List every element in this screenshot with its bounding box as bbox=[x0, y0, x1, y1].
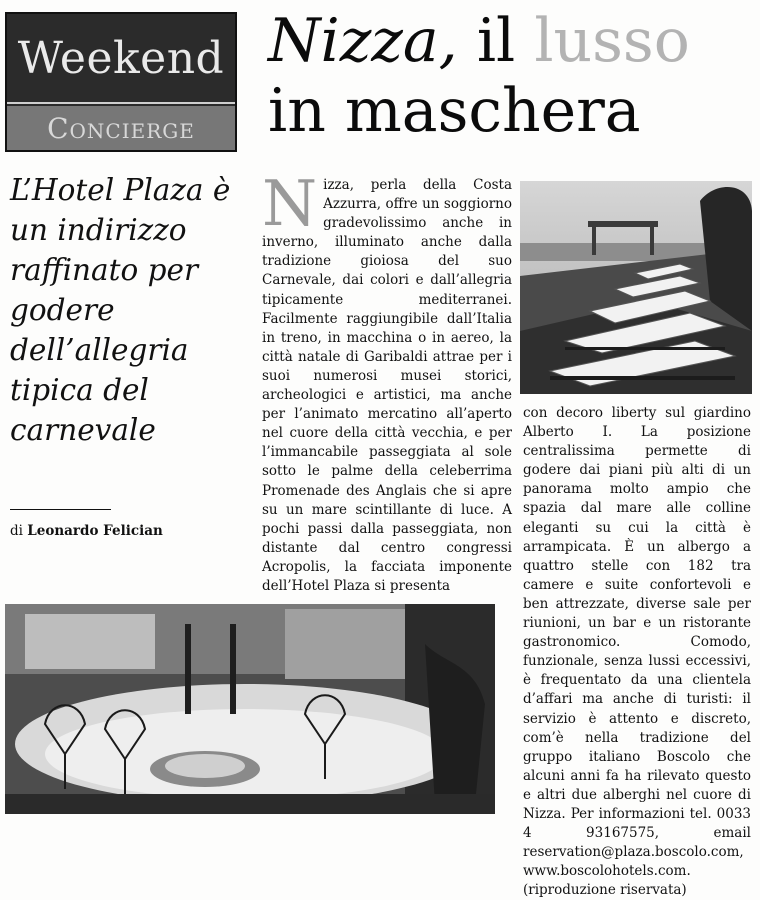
drop-cap: N bbox=[262, 167, 318, 240]
article-column-1 bbox=[262, 167, 512, 596]
masthead-divider bbox=[7, 102, 235, 104]
headline-line-2: in maschera bbox=[268, 76, 641, 146]
article-text-part-2: con decoro liberty sul giardino Alberto I. La posizione centralissima permette di godere dai piani più alti di un panorama molto ampio che spazia dal mare alle colline eleganti su cui la città è arrampicata. È un albergo a quattro stelle con 182 tra camere e suite confortevoli e ben attrezzate, diverse sale per riunioni, un bar e un ristorante gastronomico. Comodo, funzionale, senza lussi eccessivi, è frequentato da una clientela d’affari ma anche di turisti: il servizio è attento e discreto, com’è nella tradizione del gruppo italiano Boscolo che alcuni anni fa ha rilevato questo e altri due alberghi nel cuore di Nizza. Per informazioni tel. 0033 4 93167575, email reservation@plaza.boscolo.com, www.boscolohotels.com. (riproduzione riservata) bbox=[523, 405, 751, 899]
masthead-subtitle: Concierge bbox=[47, 111, 195, 145]
headline-word-nizza: Nizza, bbox=[268, 6, 458, 76]
pull-quote: L’Hotel Plaza è un indirizzo raffinato per godere dell’allegria tipica del carnevale bbox=[10, 173, 231, 447]
section-masthead bbox=[5, 12, 237, 152]
byline-rule bbox=[10, 509, 111, 510]
article-headline bbox=[268, 6, 754, 146]
byline-prefix: di bbox=[10, 523, 23, 539]
masthead-bottom bbox=[7, 106, 235, 150]
headline-word-lusso: lusso bbox=[534, 6, 690, 76]
headline-word-il: il bbox=[476, 6, 516, 76]
article-text-part-1 bbox=[262, 167, 512, 596]
restaurant-interior-photo bbox=[5, 604, 495, 814]
article-column-2 bbox=[523, 404, 751, 899]
byline bbox=[10, 523, 163, 539]
byline-author: Leonardo Felician bbox=[27, 523, 163, 539]
article-part-1-text: izza, perla della Costa Azzurra, offre un soggiorno gradevolissimo anche in inverno, illuminato anche dalla tradizione gioiosa del suo Carnevale, dai colori e dall’allegria tipicamente mediterranei. Facilmente raggiungibile dall’Italia in treno, in macchina o in aereo, la città natale di Garibaldi attrae per i suoi numerosi musei storici, archeologici e artistici, ma anche per l’animato mercatino all’aperto nel cuore della città vecchia, e per l’immancabile passeggiata al sole sotto le palme della celeberrima Promenade des Anglais che si apre su un mare scintillante di luce. A pochi passi dalla passeggiata, non distante dal centro congressi Acropolis, la facciata imponente dell’Hotel Plaza si presenta bbox=[262, 177, 512, 594]
masthead-top bbox=[7, 14, 235, 102]
hotel-terrace-photo bbox=[520, 181, 752, 394]
masthead-title: Weekend bbox=[17, 32, 225, 84]
